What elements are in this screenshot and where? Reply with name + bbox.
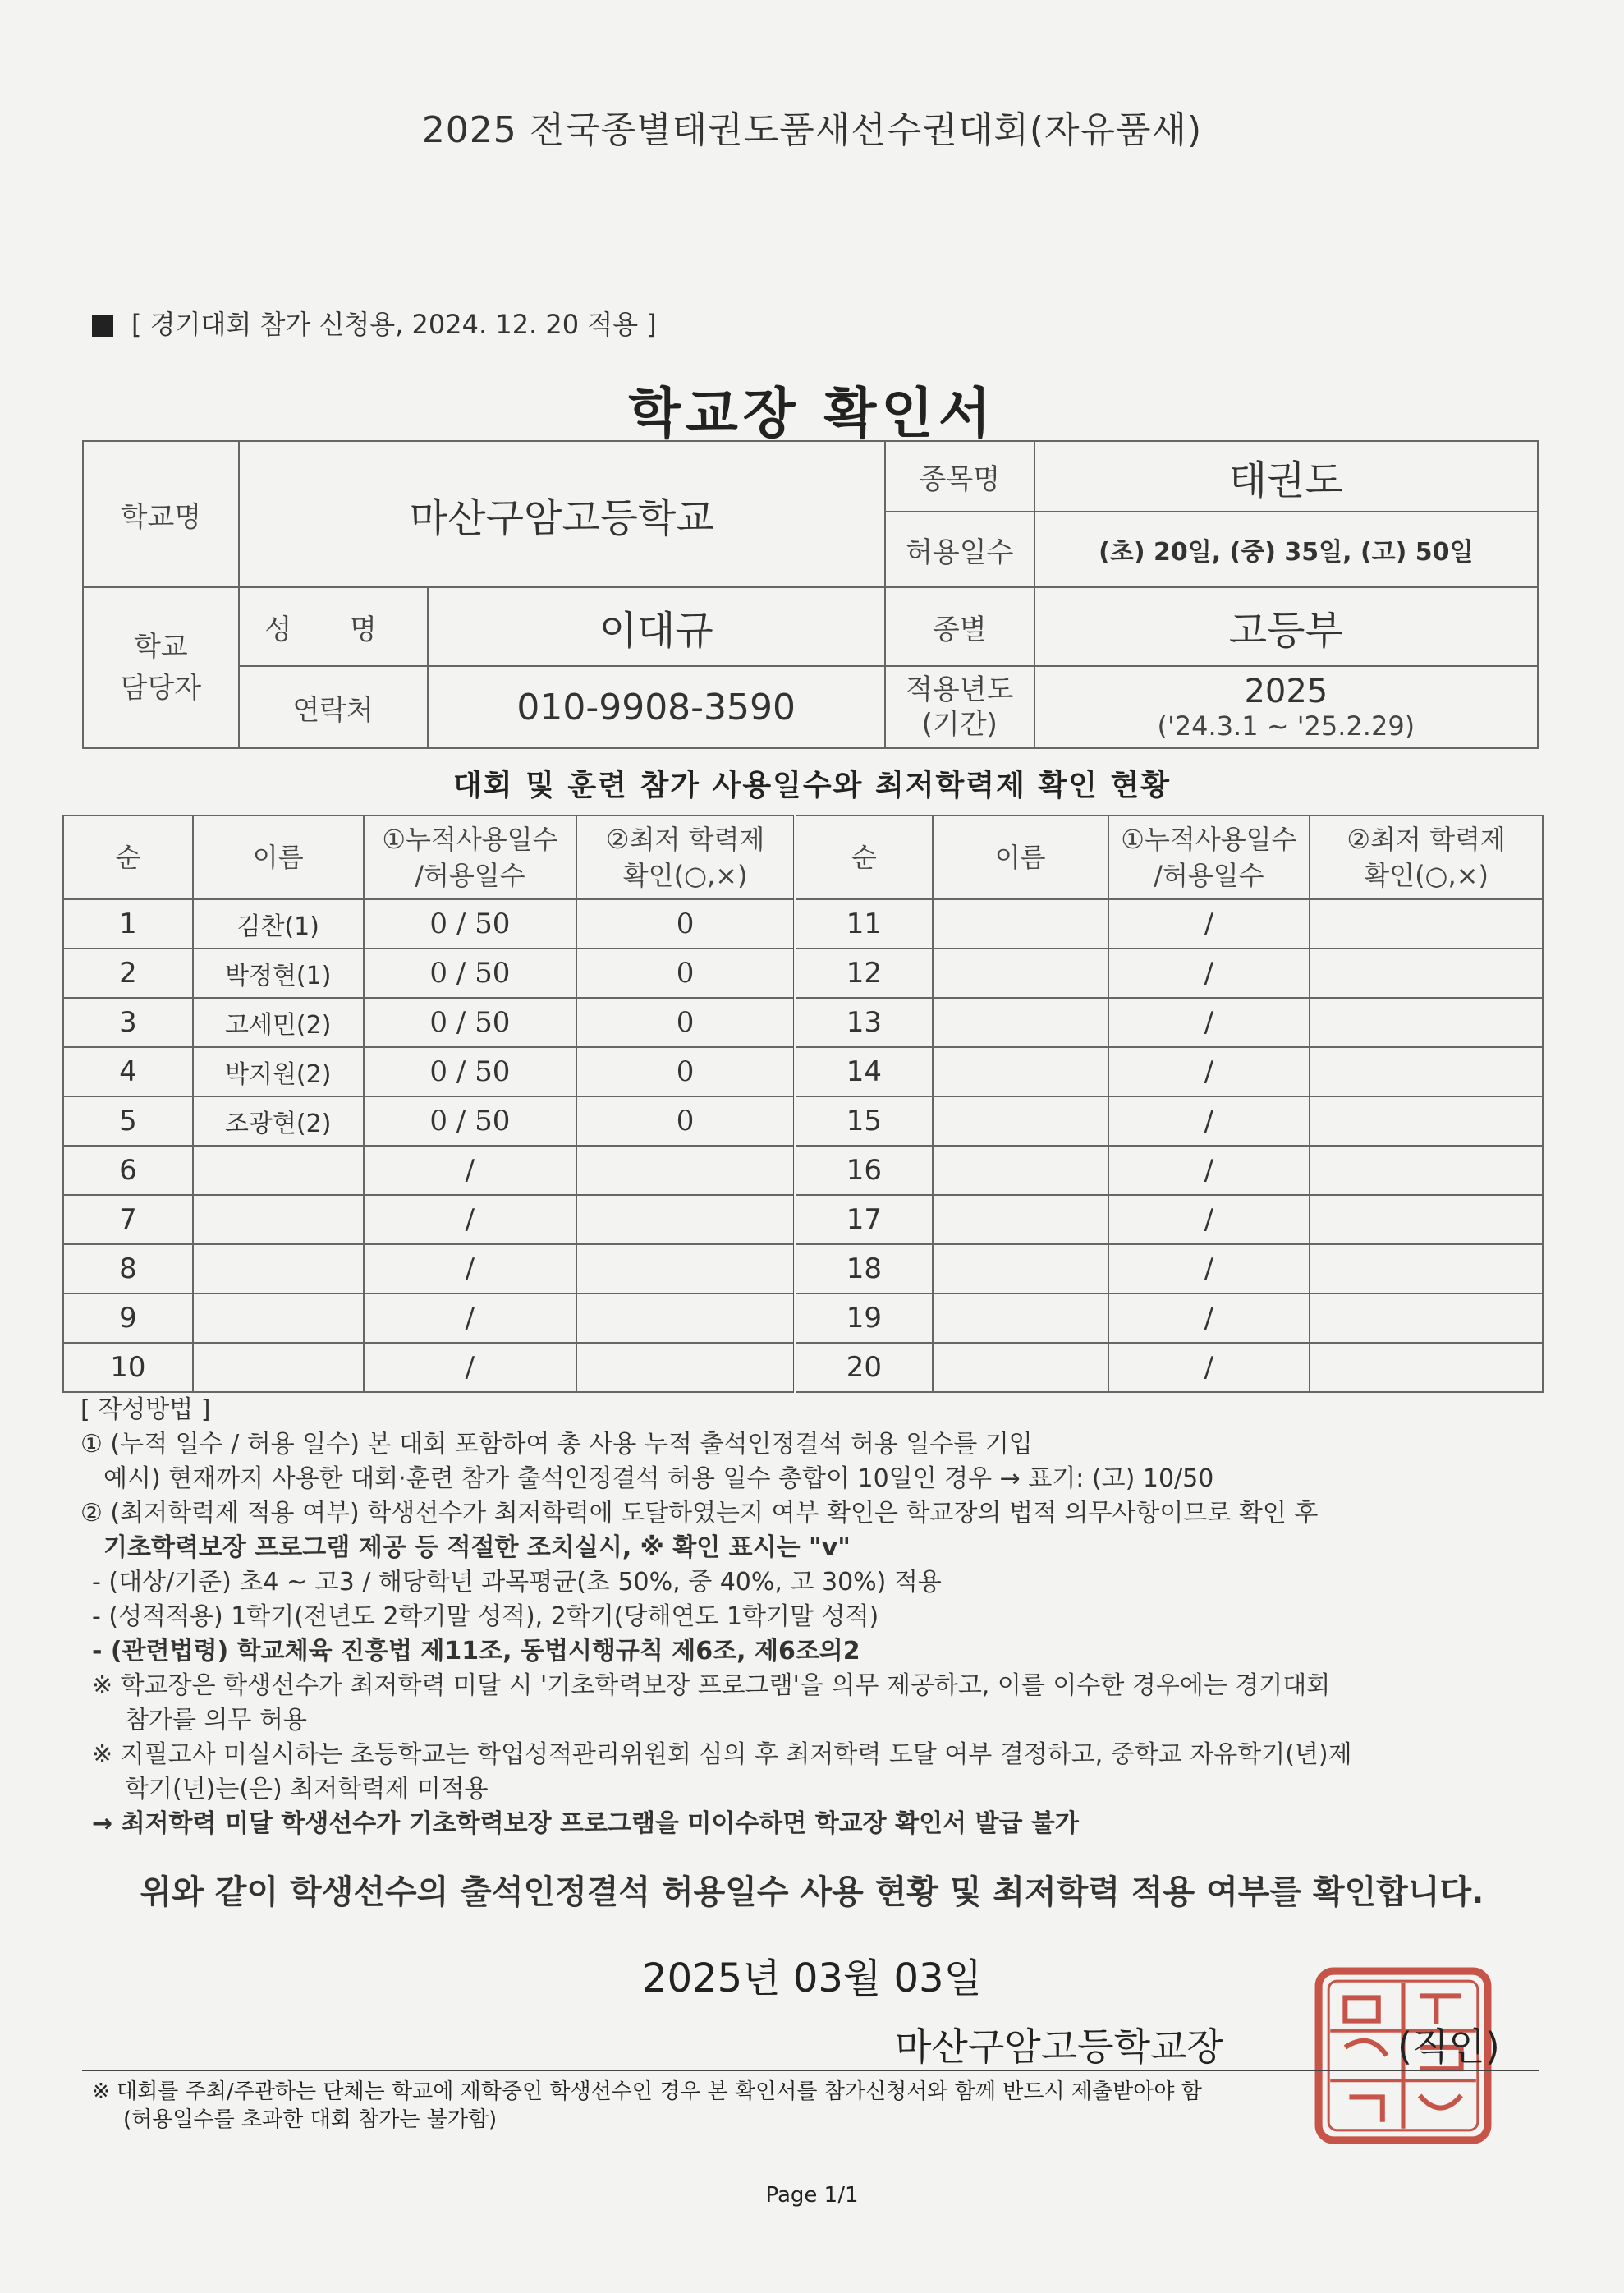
min-academic-check <box>576 1244 795 1294</box>
instruction-line: 예시) 현재까지 사용한 대회·훈련 참가 출석인정결석 허용 일수 총합이 10일인 경우 → 표기: (고) 10/50 <box>103 1464 1214 1493</box>
min-academic-check <box>1310 1146 1543 1195</box>
days-used: / <box>1108 1244 1310 1294</box>
table-row <box>63 1244 1543 1294</box>
form-note <box>92 304 657 342</box>
student-name <box>933 1195 1108 1244</box>
days-used: / <box>1108 1294 1310 1343</box>
allowed-days-label: 허용일수 <box>885 512 1034 587</box>
principal-title: 마산구암고등학교장 <box>895 2024 1223 2069</box>
footer-line: ※ 대회를 주최/주관하는 단체는 학교에 재학중인 학생선수인 경우 본 확인서를 참가신청서와 함께 반드시 제출받아야 함 <box>92 2079 1202 2104</box>
year-label: 적용년도 (기간) <box>885 666 1034 748</box>
student-name <box>933 1244 1108 1294</box>
days-used: / <box>1108 1096 1310 1146</box>
days-used: / <box>1108 998 1310 1047</box>
table-row <box>63 1096 1543 1146</box>
days-used: / <box>364 1343 577 1392</box>
year-value: 2025 <box>1244 673 1328 710</box>
student-name <box>193 1244 364 1294</box>
min-academic-check: 0 <box>576 998 795 1047</box>
instruction-line: ※ 지필고사 미실시하는 초등학교는 학업성적관리위원회 심의 후 최저학력 도달 여부 결정하고, 중학교 자유학기(년)제 <box>92 1740 1352 1769</box>
name-label: 성 명 <box>239 587 428 666</box>
table-row <box>63 998 1543 1047</box>
row-no: 15 <box>795 1096 933 1146</box>
row-no: 14 <box>795 1047 933 1096</box>
row-no: 16 <box>795 1146 933 1195</box>
min-academic-check: 0 <box>576 1096 795 1146</box>
event-label: 종목명 <box>885 441 1034 512</box>
row-no: 17 <box>795 1195 933 1244</box>
contact-label: 연락처 <box>239 666 428 748</box>
footer-line: (허용일수를 초과한 대회 참가는 불가함) <box>123 2107 498 2132</box>
issue-date: 2025년 03월 03일 <box>642 1955 982 2001</box>
student-name: 박정현(1) <box>193 949 364 998</box>
header-days: ①누적사용일수 /허용일수 <box>1108 816 1310 899</box>
school-name: 마산구암고등학교 <box>239 441 885 587</box>
student-name: 김찬(1) <box>193 899 364 949</box>
student-name <box>933 1047 1108 1096</box>
event-value: 태권도 <box>1034 441 1538 512</box>
student-name <box>933 1294 1108 1343</box>
min-academic-check <box>1310 1047 1543 1096</box>
min-academic-check: 0 <box>576 1047 795 1096</box>
header-name: 이름 <box>933 816 1108 899</box>
min-academic-check <box>1310 949 1543 998</box>
confirmation-statement: 위와 같이 학생선수의 출석인정결석 허용일수 사용 현황 및 최저학력 적용 여부를 확인합니다. <box>140 1873 1484 1911</box>
row-no: 18 <box>795 1244 933 1294</box>
days-used: / <box>364 1195 577 1244</box>
days-used: / <box>364 1244 577 1294</box>
row-no: 10 <box>63 1343 193 1392</box>
instruction-line: ② (최저학력제 적용 여부) 학생선수가 최저학력에 도달하였는지 여부 확인은 학교장의 법적 의무사항이므로 확인 후 <box>80 1499 1319 1528</box>
instruction-line: ① (누적 일수 / 허용 일수) 본 대회 포함하여 총 사용 누적 출석인정결석 허용 일수를 기입 <box>80 1430 1033 1459</box>
days-used: / <box>364 1294 577 1343</box>
year-period: ('24.3.1 ~ '25.2.29) <box>1157 710 1415 742</box>
row-no: 1 <box>63 899 193 949</box>
instruction-line: → 최저학력 미달 학생선수가 기초학력보장 프로그램을 미이수하면 학교장 확인서 발급 불가 <box>92 1809 1079 1838</box>
days-used: / <box>1108 1146 1310 1195</box>
min-academic-check <box>1310 899 1543 949</box>
header-no: 순 <box>63 816 193 899</box>
table-row <box>63 1294 1543 1343</box>
row-no: 20 <box>795 1343 933 1392</box>
row-no: 9 <box>63 1294 193 1343</box>
days-used: 0 / 50 <box>364 949 577 998</box>
school-label: 학교명 <box>83 441 239 587</box>
staff-name: 이대규 <box>428 587 885 666</box>
min-academic-check <box>1310 1195 1543 1244</box>
instruction-line: - (성적적용) 1학기(전년도 2학기말 성적), 2학기(당해연도 1학기말 성적) <box>92 1602 879 1631</box>
table-row <box>63 1195 1543 1244</box>
student-name <box>933 1096 1108 1146</box>
days-used: 0 / 50 <box>364 1047 577 1096</box>
student-name: 박지원(2) <box>193 1047 364 1096</box>
year-cell <box>1034 666 1538 748</box>
instruction-line: 기초학력보장 프로그램 제공 등 적절한 조치실시, ※ 확인 표시는 "v" <box>103 1533 851 1562</box>
row-no: 7 <box>63 1195 193 1244</box>
allowed-days-value: (초) 20일, (중) 35일, (고) 50일 <box>1034 512 1538 587</box>
division-label: 종별 <box>885 587 1034 666</box>
student-name <box>933 1146 1108 1195</box>
min-academic-check <box>1310 1294 1543 1343</box>
row-no: 5 <box>63 1096 193 1146</box>
instructions <box>80 1393 1558 1841</box>
instructions-heading: [ 작성방법 ] <box>80 1395 211 1424</box>
row-no: 2 <box>63 949 193 998</box>
row-no: 3 <box>63 998 193 1047</box>
student-name <box>193 1294 364 1343</box>
square-bullet-icon <box>92 315 113 337</box>
days-used: / <box>1108 899 1310 949</box>
document-title: 2025 전국종별태권도품새선수권대회(자유품새) <box>421 109 1203 151</box>
days-used: / <box>1108 1047 1310 1096</box>
table-row <box>63 1343 1543 1392</box>
student-name <box>933 998 1108 1047</box>
instruction-line: 학기(년)는(은) 최저학력제 미적용 <box>125 1775 489 1804</box>
roster-table <box>62 815 1544 1393</box>
min-academic-check <box>576 1343 795 1392</box>
footer-note <box>92 2078 1553 2134</box>
row-no: 8 <box>63 1244 193 1294</box>
instruction-line: - (관련법령) 학교체육 진흥법 제11조, 동법시행규칙 제6조, 제6조의2 <box>92 1637 860 1666</box>
main-title: 학교장 확인서 <box>628 382 996 445</box>
row-no: 13 <box>795 998 933 1047</box>
min-academic-check <box>576 1294 795 1343</box>
days-used: 0 / 50 <box>364 998 577 1047</box>
table-row <box>63 899 1543 949</box>
min-academic-check <box>1310 1096 1543 1146</box>
seal-label: (직인) <box>1397 2024 1500 2069</box>
info-table <box>82 440 1539 749</box>
row-no: 6 <box>63 1146 193 1195</box>
student-name <box>193 1195 364 1244</box>
page-number: Page 1/1 <box>765 2183 859 2208</box>
staff-label: 학교 담당자 <box>83 587 239 748</box>
days-used: / <box>1108 949 1310 998</box>
footer-divider <box>82 2070 1539 2071</box>
row-no: 11 <box>795 899 933 949</box>
division-value: 고등부 <box>1034 587 1538 666</box>
header-check: ②최저 학력제 확인(○,×) <box>576 816 795 899</box>
table-row <box>63 1146 1543 1195</box>
instruction-line: - (대상/기준) 초4 ~ 고3 / 해당학년 과목평균(초 50%, 중 40%, 고 30%) 적용 <box>92 1568 942 1597</box>
student-name <box>933 949 1108 998</box>
row-no: 4 <box>63 1047 193 1096</box>
header-no: 순 <box>795 816 933 899</box>
days-used: / <box>364 1146 577 1195</box>
student-name <box>933 899 1108 949</box>
table-row <box>63 949 1543 998</box>
min-academic-check <box>1310 998 1543 1047</box>
student-name: 고세민(2) <box>193 998 364 1047</box>
days-used: 0 / 50 <box>364 1096 577 1146</box>
min-academic-check <box>1310 1343 1543 1392</box>
student-name: 조광현(2) <box>193 1096 364 1146</box>
days-used: / <box>1108 1343 1310 1392</box>
days-used: / <box>1108 1195 1310 1244</box>
min-academic-check <box>1310 1244 1543 1294</box>
form-note-text: [ 경기대회 참가 신청용, 2024. 12. 20 적용 ] <box>131 309 657 340</box>
student-name <box>193 1146 364 1195</box>
header-days: ①누적사용일수 /허용일수 <box>364 816 577 899</box>
header-check: ②최저 학력제 확인(○,×) <box>1310 816 1543 899</box>
days-used: 0 / 50 <box>364 899 577 949</box>
instruction-line: ※ 학교장은 학생선수가 최저학력 미달 시 '기초학력보장 프로그램'을 의무 제공하고, 이를 이수한 경우에는 경기대회 <box>92 1671 1331 1700</box>
student-name <box>193 1343 364 1392</box>
instruction-line: 참가를 의무 허용 <box>125 1706 307 1735</box>
row-no: 19 <box>795 1294 933 1343</box>
header-name: 이름 <box>193 816 364 899</box>
min-academic-check: 0 <box>576 949 795 998</box>
student-name <box>933 1343 1108 1392</box>
row-no: 12 <box>795 949 933 998</box>
roster-section-title: 대회 및 훈련 참가 사용일수와 최저학력제 확인 현황 <box>452 769 1172 802</box>
contact-value: 010-9908-3590 <box>428 666 885 748</box>
min-academic-check <box>576 1146 795 1195</box>
min-academic-check <box>576 1195 795 1244</box>
table-row <box>63 1047 1543 1096</box>
min-academic-check: 0 <box>576 899 795 949</box>
